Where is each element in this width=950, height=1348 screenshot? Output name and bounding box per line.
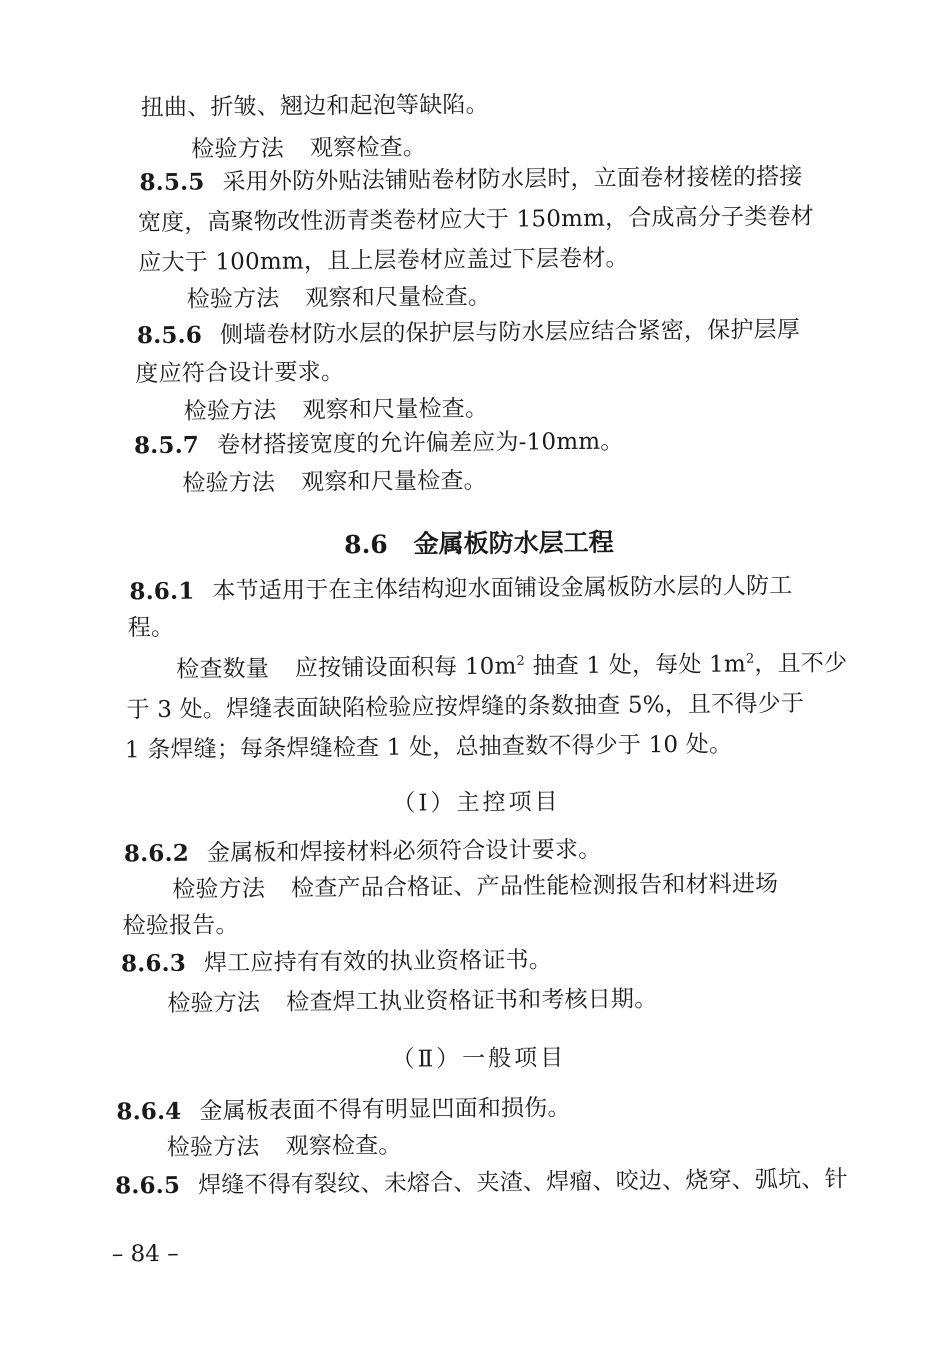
subsection-title: （Ⅰ）主控项目 bbox=[392, 789, 561, 817]
clause-8-5-5 bbox=[0, 161, 835, 299]
page-number: – 84 – bbox=[111, 1240, 179, 1268]
paragraph-text: 应大于 100mm，且上层卷材应盖过下层卷材。 bbox=[138, 245, 629, 277]
method-label: 检验方法 bbox=[183, 397, 277, 425]
paragraph-text: 检验报告。 bbox=[122, 912, 239, 940]
paragraph-text: 金属板表面不得有明显凹面和损伤。 bbox=[199, 1095, 571, 1125]
method-text: 观察和尺量检查。 bbox=[305, 283, 492, 312]
quantity-line bbox=[176, 648, 847, 684]
method-label: 检验方法 bbox=[191, 135, 285, 163]
paragraph-text: 采用外防外贴法铺贴卷材防水层时，立面卷材接槎的搭接 bbox=[222, 163, 803, 196]
method-line bbox=[167, 984, 657, 1019]
text-line bbox=[137, 315, 800, 351]
method-line bbox=[186, 282, 491, 315]
section-title: 金属板防水层工程 bbox=[413, 527, 614, 559]
section-number: 8.6 bbox=[344, 529, 388, 560]
clause-number: 8.5.7 bbox=[133, 431, 200, 460]
clause-number: 8.6.3 bbox=[120, 949, 187, 978]
method-label: 检验方法 bbox=[166, 1134, 260, 1161]
paragraph-text: ，且不少 bbox=[754, 650, 848, 678]
text-line bbox=[138, 243, 629, 278]
text-line bbox=[135, 357, 344, 389]
text-line bbox=[126, 689, 804, 726]
paragraph-text: 1 条焊缝；每条焊缝检查 1 处，总抽查数不得少于 10 处。 bbox=[124, 731, 733, 764]
text-line bbox=[128, 613, 175, 643]
subsection-title: （Ⅱ）一般项目 bbox=[391, 1045, 567, 1073]
method-label: 检验方法 bbox=[167, 990, 261, 1017]
method-text: 检查产品合格证、产品性能检测报告和材料进场 bbox=[290, 871, 779, 902]
method-text: 观察和尺量检查。 bbox=[302, 395, 489, 424]
paragraph-text: 应按铺设面积每 10m bbox=[294, 653, 517, 682]
paragraph-text: 扭曲、折皱、翘边和起泡等缺陷。 bbox=[140, 91, 489, 122]
paragraph-text: 卷材搭接宽度的允许偏差应为-10mm。 bbox=[216, 428, 624, 459]
clause-8-6-2 bbox=[124, 835, 602, 870]
paragraph-text: 宽度，高聚物改性沥青类卷材应大于 150mm，合成高分子类卷材 bbox=[137, 203, 815, 237]
method-text: 观察检查。 bbox=[309, 134, 427, 162]
paragraph-text: 焊工应持有有效的执业资格证书。 bbox=[203, 947, 553, 977]
paragraph-text: 本节适用于在主体结构迎水面铺设金属板防水层的人防工 bbox=[212, 572, 793, 605]
clause-8-6-1 bbox=[129, 571, 792, 607]
method-line bbox=[182, 466, 487, 499]
paragraph-text: 程。 bbox=[127, 614, 175, 642]
clause-number: 8.6.2 bbox=[123, 839, 190, 868]
paragraph-text: 金属板和焊接材料必须符合设计要求。 bbox=[206, 836, 602, 867]
clause-8-6-5 bbox=[115, 1164, 848, 1201]
text-line bbox=[122, 910, 238, 941]
section-heading bbox=[0, 523, 950, 564]
method-label: 检验方法 bbox=[182, 469, 276, 497]
quantity-label: 检查数量 bbox=[176, 655, 270, 683]
method-text: 观察检查。 bbox=[285, 1132, 402, 1160]
subsection-heading bbox=[4, 1039, 950, 1078]
paragraph-text: 抽查 1 处，每处 1m bbox=[524, 651, 747, 680]
clause-8-6-3 bbox=[121, 945, 552, 979]
clause-number: 8.6.4 bbox=[116, 1097, 182, 1126]
superscript: 2 bbox=[516, 653, 526, 669]
clause-8-5-7 bbox=[134, 427, 624, 462]
method-text: 检查焊工执业资格证书和考核日期。 bbox=[286, 986, 658, 1016]
paragraph-text: 焊缝不得有裂纹、未熔合、夹渣、焊瘤、咬边、烧穿、弧坑、针 bbox=[198, 1166, 848, 1199]
method-line bbox=[191, 132, 426, 164]
method-line bbox=[172, 869, 778, 905]
method-label: 检验方法 bbox=[186, 285, 280, 313]
paragraph-text: 侧墙卷材防水层的保护层与防水层应结合紧密，保护层厚 bbox=[219, 316, 801, 349]
clause-8-5-6 bbox=[0, 314, 836, 402]
clause-8-6-4 bbox=[116, 1093, 571, 1127]
clause-number: 8.5.6 bbox=[136, 321, 203, 350]
method-label: 检验方法 bbox=[172, 875, 266, 903]
text-line bbox=[138, 202, 814, 238]
superscript: 2 bbox=[745, 651, 755, 667]
method-text: 观察和尺量检查。 bbox=[301, 467, 487, 496]
subsection-heading bbox=[1, 783, 950, 822]
clause-number: 8.6.5 bbox=[114, 1171, 181, 1200]
method-line bbox=[184, 394, 489, 427]
clause-number: 8.5.5 bbox=[139, 168, 205, 197]
paragraph-text: 于 3 处。焊缝表面缺陷检验应按焊缝的条数抽查 5%，且不得少于 bbox=[126, 690, 805, 724]
paragraph-text: 度应符合设计要求。 bbox=[135, 359, 345, 388]
clause-number: 8.6.1 bbox=[129, 577, 195, 606]
text-line bbox=[125, 729, 733, 765]
text-line bbox=[141, 90, 489, 123]
text-line bbox=[139, 162, 802, 198]
method-line bbox=[167, 1131, 402, 1163]
